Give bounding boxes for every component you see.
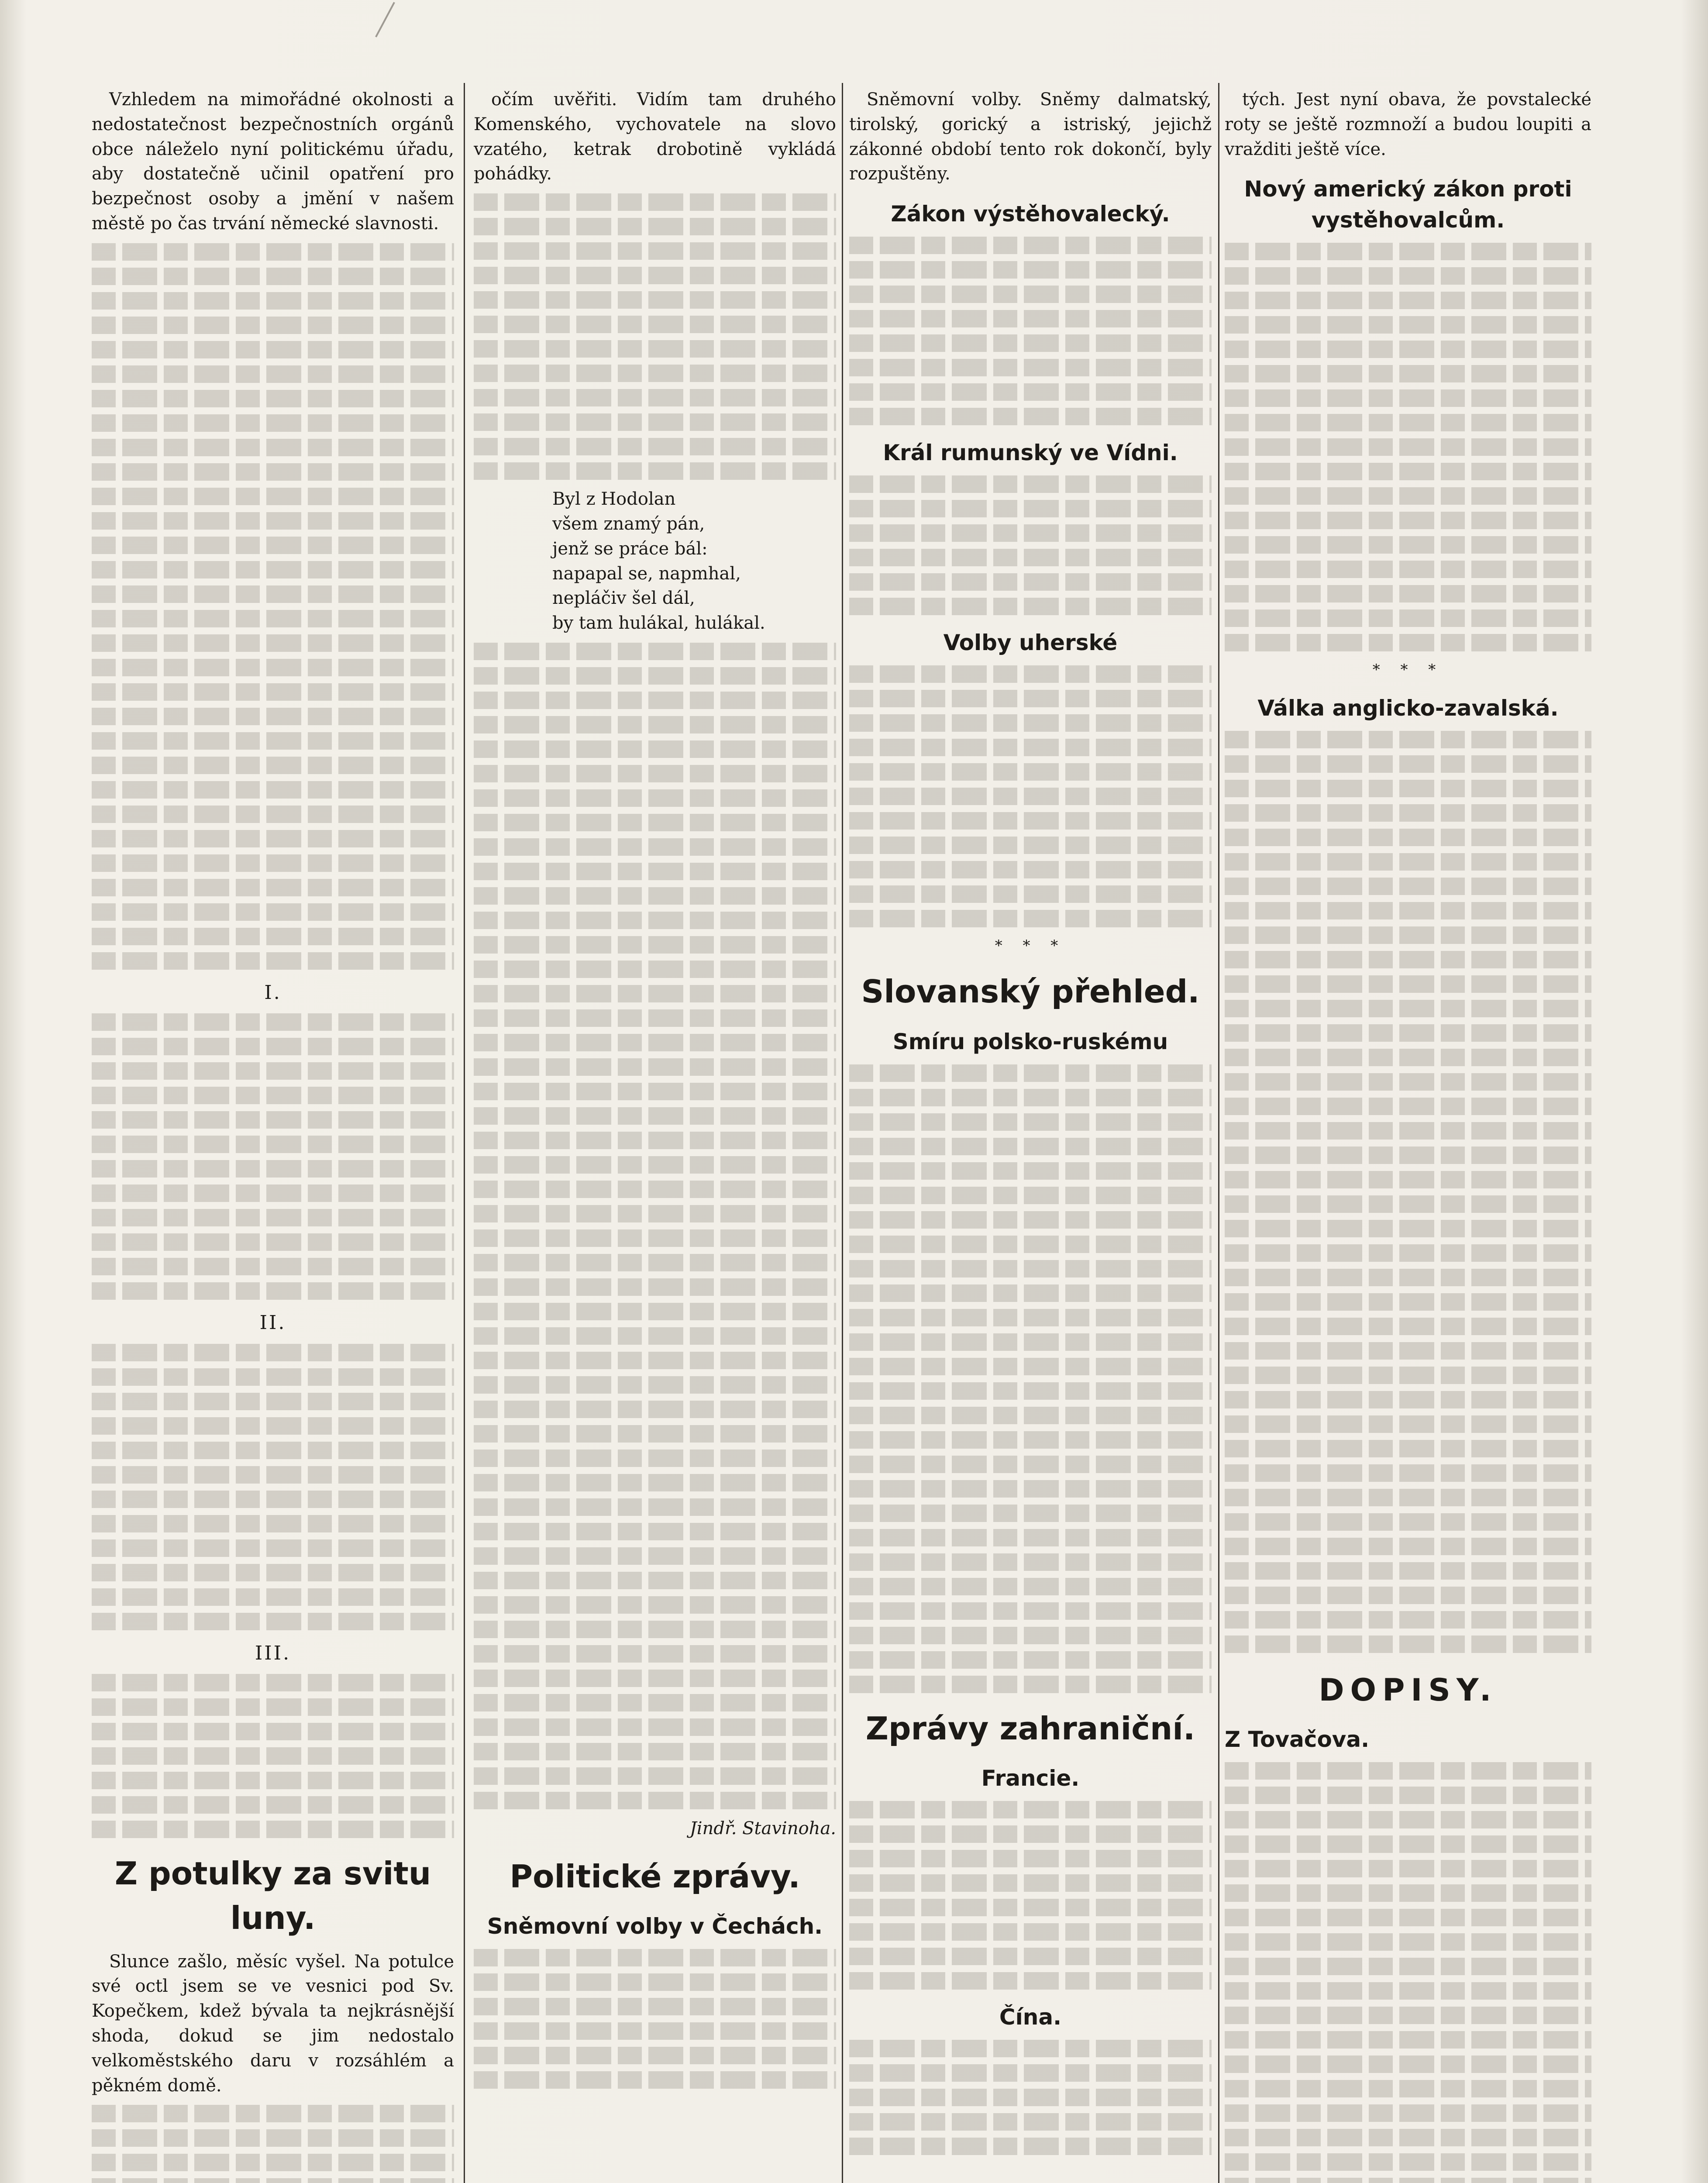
column-1 [92, 87, 454, 2183]
body-text-block [92, 2105, 454, 2183]
article-text-start: očím uvěřiti. Vidím tam druhého Komenského, vychovatele na slovo vzatého, ketrak drobotině vykládá pohádky. [474, 90, 836, 184]
subheading: Volby uherské [943, 630, 1118, 656]
article-intro: Vzhledem na mimořádné okolnosti a nedostatečnost bezpečnostních orgánů obce náleželo nyní politickému úřadu, aby dostatečně učinil opatření pro bezpečnost osoby a jmění v našem městě po čas trvání německé slavnosti. [92, 90, 454, 234]
body-text-block [92, 1344, 454, 1630]
body-text-block [474, 643, 836, 1809]
section-heading: DOPISY. [1319, 1672, 1498, 1708]
body-text-block [849, 1064, 1212, 1693]
column-3 [849, 87, 1212, 2183]
column-4 [1225, 87, 1591, 2183]
section-numeral: III. [255, 1642, 291, 1664]
article-heading: Z potulky za svitu luny. [114, 1855, 431, 1937]
subheading: Z Tovačova. [1225, 1727, 1370, 1753]
body-text-block [92, 1013, 454, 1300]
body-text-block [849, 237, 1212, 425]
section-heading: Politické zprávy. [510, 1858, 800, 1895]
subheading: Čína. [999, 2004, 1062, 2030]
separator-stars: * * * [995, 937, 1066, 955]
body-text-block [849, 2040, 1212, 2155]
body-text-block [1225, 1762, 1591, 2183]
column-rule [842, 83, 843, 2183]
body-text-block [849, 1801, 1212, 1990]
section-heading: Slovanský přehled. [861, 973, 1200, 1010]
column-rule [1218, 83, 1219, 2183]
column-rule [464, 83, 465, 2183]
body-text-block [474, 193, 836, 480]
poem-line: by tam hulákal, hulákal. [552, 613, 765, 634]
section-numeral: II. [259, 1312, 286, 1334]
body-text-block [474, 1949, 836, 2089]
subheading: Smíru polsko-ruskému [892, 1029, 1168, 1054]
article-text-start: Slunce zašlo, měsíc vyšel. Na potulce své octl jsem se ve vesnici pod Sv. Kopečkem, kdež bývala ta nejkrásnější shoda, dokud se jim nedostalo velkoměstského daru v rozsáhlém a pěkném domě. [92, 1951, 454, 2096]
pencil-mark [375, 2, 395, 37]
body-text-block [849, 475, 1212, 615]
separator-stars: * * * [1372, 661, 1444, 679]
poem-line: jenž se práce bál: [552, 538, 708, 559]
poem [474, 487, 836, 636]
body-text-block [1225, 243, 1591, 651]
subheading: Sněmovní volby v Čechách. [487, 1914, 823, 1939]
poem-line: všem znamý pán, [552, 513, 705, 534]
poem-line: napapal se, napmhal, [552, 563, 741, 584]
subheading: Zákon výstěhovalecký. [891, 201, 1170, 227]
signature: Jindř. Stavinoha. [689, 1818, 836, 1839]
subheading: Král rumunský ve Vídni. [883, 440, 1178, 466]
body-text-block [92, 1674, 454, 1838]
section-numeral: I. [264, 981, 282, 1004]
article-text-start: Sněmovní volby. Sněmy dalmatský, tirolský, gorický a istriský, jejichž zákonné období tento rok dokončí, byly rozpuštěny. [849, 90, 1212, 184]
poem-line: Byl z Hodolan [552, 489, 676, 510]
body-text-block [1225, 731, 1591, 1653]
subheading: Válka anglicko-zavalská. [1257, 695, 1559, 721]
column-2 [474, 87, 836, 2183]
subheading: Nový americký zákon proti vystěhovalcům. [1244, 176, 1572, 233]
poem-line: nepláčiv šel dál, [552, 588, 695, 609]
article-text-start: tých. Jest nyní obava, že povstalecké roty se ještě rozmnoží a budou loupiti a vražditi ještě více. [1225, 90, 1591, 159]
body-text-block [92, 243, 454, 970]
subheading: Francie. [981, 1765, 1080, 1791]
section-heading: Zprávy zahraniční. [865, 1710, 1195, 1747]
body-text-block [849, 665, 1212, 927]
